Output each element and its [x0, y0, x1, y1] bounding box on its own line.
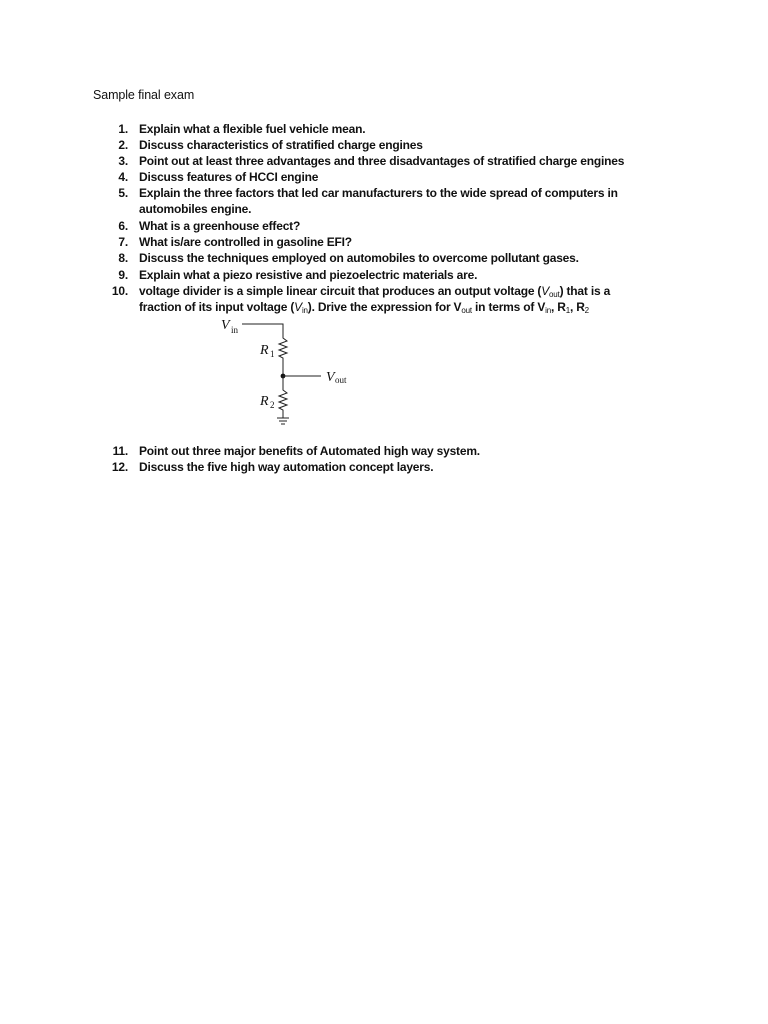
- question-number: 2.: [118, 138, 128, 152]
- vout-label: V: [326, 370, 335, 385]
- question-text-continued: automobiles engine.: [139, 202, 252, 216]
- question-number: 1.: [118, 122, 128, 136]
- question-number: 11.: [112, 444, 128, 458]
- vin-label: V: [221, 318, 230, 333]
- question-number: 5.: [118, 186, 128, 200]
- question-text: Point out three major benefits of Automated high way system.: [139, 444, 480, 458]
- question-text: Point out at least three advantages and three disadvantages of stratified charge engines: [139, 154, 625, 168]
- question-number: 9.: [118, 268, 128, 282]
- r1-label: R: [260, 343, 269, 358]
- ground-symbol: [277, 418, 289, 424]
- question-number: 6.: [118, 219, 128, 233]
- page-title: Sample final exam: [93, 88, 195, 102]
- voltage-divider-diagram: [218, 314, 378, 438]
- question-text: What is a greenhouse effect?: [139, 219, 301, 233]
- question-text: Explain the three factors that led car manufacturers to the wide spread of computers in: [139, 186, 618, 200]
- question-number: 12.: [111, 460, 128, 474]
- question-text: Discuss features of HCCI engine: [139, 170, 319, 184]
- question-text: Discuss the five high way automation concept layers.: [139, 460, 434, 474]
- vin-subscript: in: [231, 325, 239, 335]
- r1-subscript: 1: [270, 349, 275, 359]
- question-number: 8.: [118, 251, 128, 265]
- resistor-r1: [279, 334, 287, 376]
- r2-label: R: [260, 394, 269, 409]
- resistor-r2: [279, 376, 287, 418]
- question-text: voltage divider is a simple linear circuit that produces an output voltage $(V_{out})$ that is a: [139, 284, 611, 299]
- question-text: What is/are controlled in gasoline EFI?: [139, 235, 352, 249]
- input-wire: [242, 324, 283, 334]
- question-number: 7.: [118, 235, 128, 249]
- question-number: 10.: [111, 284, 128, 298]
- question-text: Explain what a piezo resistive and piezoelectric materials are.: [139, 268, 478, 282]
- question-text-continued: fraction of its input voltage $(V_{in})$. Drive the expression for $V_{out}$ in terms of $V_{in}$, $R_1$, $R_2$: [139, 300, 589, 315]
- question-text: Explain what a flexible fuel vehicle mean.: [139, 122, 366, 136]
- vout-subscript: out: [335, 375, 347, 385]
- question-number: 3.: [118, 154, 128, 168]
- question-number: 4.: [118, 170, 128, 184]
- r2-subscript: 2: [270, 400, 275, 410]
- question-text: Discuss characteristics of stratified charge engines: [139, 138, 423, 152]
- question-text: Discuss the techniques employed on automobiles to overcome pollutant gases.: [139, 251, 579, 265]
